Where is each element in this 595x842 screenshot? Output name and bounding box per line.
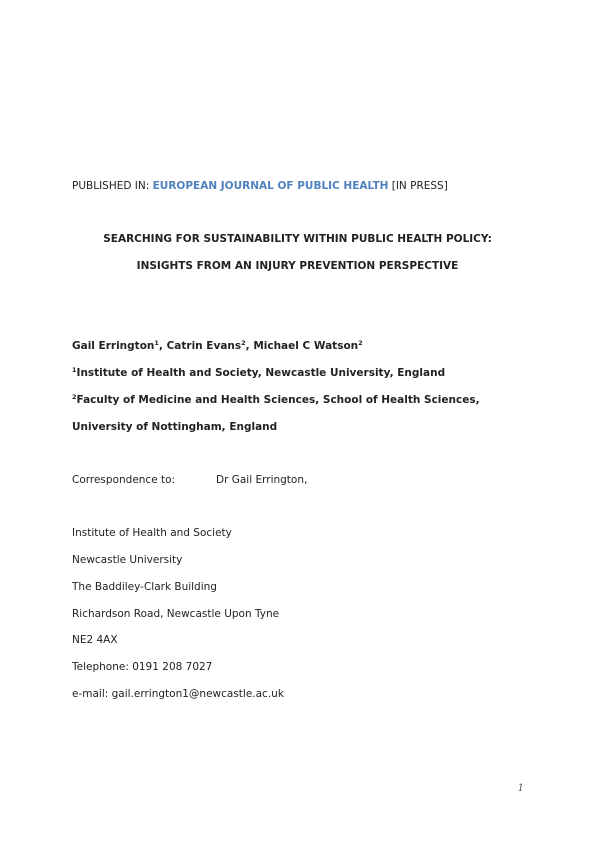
paper-title-line-2: INSIGHTS FROM AN INJURY PREVENTION PERSPECTIVE xyxy=(136,260,459,272)
publication-status: [IN PRESS] xyxy=(388,180,448,192)
email: e-mail: gail.errington1@newcastle.ac.uk xyxy=(72,688,284,700)
affiliation-2-continued xyxy=(72,421,277,433)
page-number: 1 xyxy=(517,783,524,794)
journal-name: EUROPEAN JOURNAL OF PUBLIC HEALTH xyxy=(152,180,389,192)
address-line: Institute of Health and Society xyxy=(72,527,232,539)
telephone: Telephone: 0191 208 7027 xyxy=(72,661,213,673)
author-affiliation-mark: 2 xyxy=(241,339,246,347)
correspondence-label: Correspondence to: xyxy=(72,474,176,486)
affiliation-text: Faculty of Medicine and Health Sciences, School of Health Sciences, xyxy=(76,394,480,406)
address-line: The Baddiley-Clark Building xyxy=(72,581,217,593)
affiliation-text: University of Nottingham, England xyxy=(72,421,278,433)
author-list xyxy=(72,340,363,352)
author-name: Catrin Evans xyxy=(166,340,242,352)
author-separator: , xyxy=(158,340,167,352)
paper-title-line-1: SEARCHING FOR SUSTAINABILITY WITHIN PUBLIC HEALTH POLICY: xyxy=(103,233,492,245)
publication-prefix: PUBLISHED IN: xyxy=(72,180,153,192)
author-name: Michael C Watson xyxy=(253,340,359,352)
correspondence-name: Dr Gail Errington, xyxy=(216,474,308,486)
address-line: Newcastle University xyxy=(72,554,183,566)
correspondence-line xyxy=(72,474,512,486)
address-postcode: NE2 4AX xyxy=(72,634,118,646)
address-line: Richardson Road, Newcastle Upon Tyne xyxy=(72,608,280,620)
affiliation-2 xyxy=(72,394,480,406)
author-affiliation-mark: 1 xyxy=(154,339,159,347)
author-name: Gail Errington xyxy=(72,340,155,352)
publication-line xyxy=(72,180,448,192)
affiliation-1 xyxy=(72,367,445,379)
affiliation-mark: 1 xyxy=(72,366,77,374)
affiliation-mark: 2 xyxy=(72,393,77,401)
affiliation-text: Institute of Health and Society, Newcastle University, England xyxy=(76,367,446,379)
author-separator: , xyxy=(245,340,254,352)
author-affiliation-mark: 2 xyxy=(358,339,363,347)
